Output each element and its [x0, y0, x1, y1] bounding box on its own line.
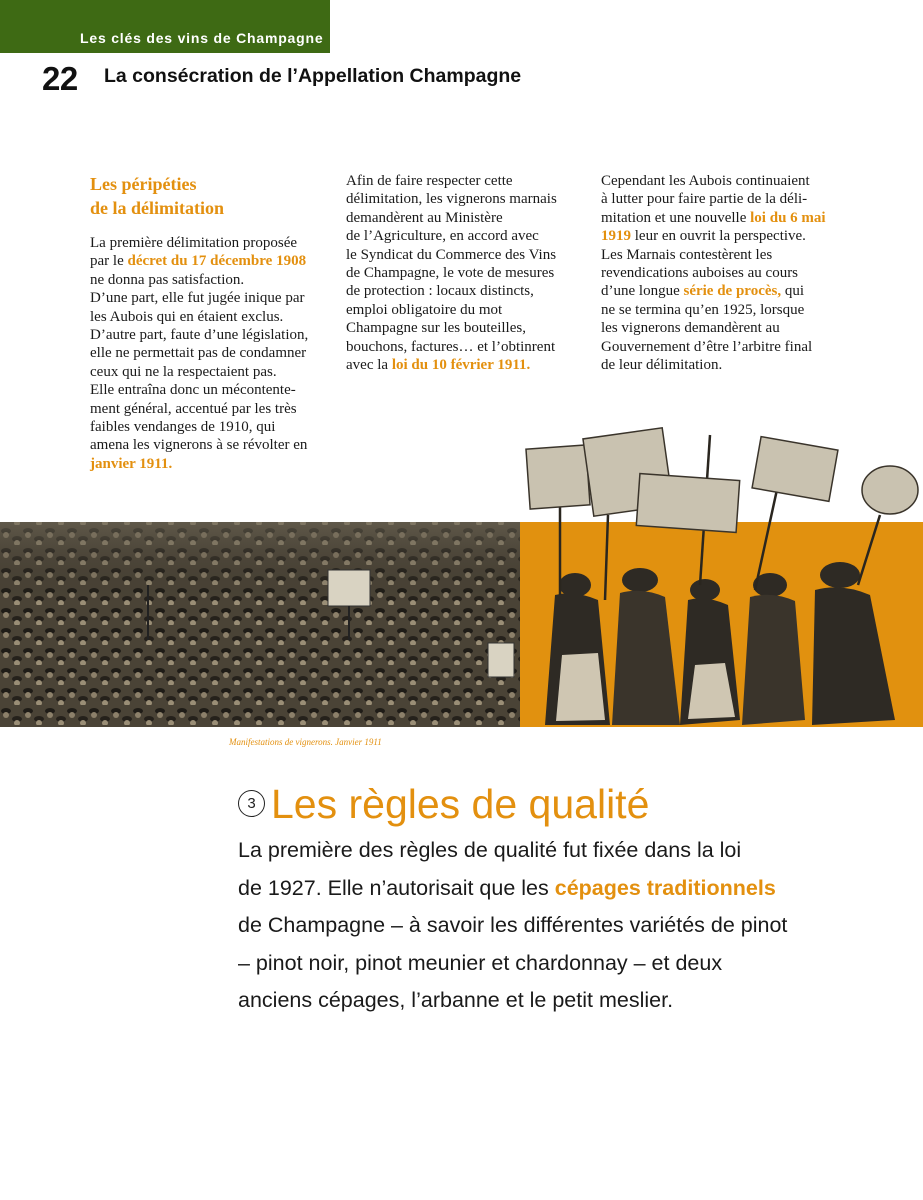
text-line: Afin de faire respecter cette	[346, 173, 513, 189]
sign-board	[752, 437, 838, 502]
text-line: par le	[90, 253, 128, 270]
column-2	[346, 172, 586, 374]
text-line: de Champagne, le vote de mesures	[346, 265, 555, 282]
subhead-line: de la délimitation	[90, 198, 224, 218]
text-line: de Champagne – à savoir les différentes variétés de pinot	[238, 913, 788, 937]
sign-board	[862, 466, 918, 514]
photo-caption: Manifestations de vignerons. Janvier 1911	[229, 737, 382, 747]
page-number: 22	[42, 60, 78, 97]
text-line: ceux qui ne la respectaient pas.	[90, 363, 277, 380]
text-line: de leur délimitation.	[601, 357, 723, 374]
text-line: D’autre part, faute d’une législation,	[90, 327, 309, 344]
highlight-law-1911: loi du 10 février 1911.	[391, 357, 531, 374]
paragraph	[346, 172, 586, 374]
text-line: amena les vignerons à se révolter en	[90, 437, 308, 454]
text-line: les vignerons demandèrent au	[601, 320, 780, 337]
text-line: ne se termina qu’en 1925, lorsque	[601, 301, 805, 318]
text-line: Champagne sur les bouteilles,	[346, 320, 526, 337]
text-line: anciens cépages, l’arbanne et le petit meslier.	[238, 988, 674, 1012]
sign-boards	[526, 428, 918, 533]
text-line: bouchons, factures… et l’obtinrent	[346, 338, 556, 355]
text-line: d’une longue	[601, 283, 684, 300]
text-line: qui	[781, 283, 805, 300]
text-line: leur en ouvrit la perspective.	[631, 228, 806, 245]
text-line: Les Marnais contestèrent les	[601, 246, 773, 263]
text-line: Gouvernement d’être l’arbitre final	[601, 338, 813, 355]
subhead-line: Les péripéties	[90, 174, 197, 194]
subhead	[90, 172, 340, 220]
protest-photo	[0, 425, 923, 727]
highlight-decree: décret du 17 décembre 1908	[127, 253, 307, 270]
highlight-trials: série de procès,	[683, 283, 782, 300]
text-line: D’une part, elle fut jugée inique par	[90, 290, 305, 307]
text-line: ment général, accentué par les très	[90, 400, 297, 417]
text-line: à lutter pour faire partie de la déli-	[601, 191, 808, 208]
text-line: elle ne permettait pas de condamner	[90, 345, 307, 362]
text-line: Cependant les Aubois continuaient	[601, 173, 810, 189]
highlight-grapes: cépages traditionnels	[554, 875, 776, 900]
text-line: de l’Agriculture, en accord avec	[346, 228, 539, 245]
text-line: La première délimitation proposée	[90, 235, 298, 251]
text-line: avec la	[346, 357, 392, 374]
section-heading	[238, 780, 649, 828]
sign-board	[636, 474, 739, 533]
series-title: Les clés des vins de Champagne	[80, 30, 324, 46]
text-line: emploi obligatoire du mot	[346, 301, 503, 318]
text-line: La première des règles de qualité fut fixée dans la loi	[238, 838, 742, 862]
text-line: les Aubois qui en étaient exclus.	[90, 308, 284, 325]
text-line: de protection : locaux distincts,	[346, 283, 534, 300]
sign-board	[526, 445, 590, 509]
highlight-law-1919-year: 1919	[601, 228, 631, 245]
section-body	[238, 832, 878, 1020]
text-line: faibles vendanges de 1910, qui	[90, 419, 276, 436]
text-line: Elle entraîna donc un mécontente-	[90, 382, 296, 399]
text-line: – pinot noir, pinot meunier et chardonnay – et deux	[238, 950, 723, 975]
paragraph	[601, 172, 851, 374]
text-line: le Syndicat du Commerce des Vins	[346, 246, 557, 263]
highlight-date: janvier 1911.	[90, 455, 173, 472]
highlight-law-1919: loi du 6 mai	[750, 209, 826, 226]
placard	[328, 570, 370, 606]
section-title: Les règles de qualité	[271, 781, 650, 827]
header-tab	[0, 0, 330, 53]
text-line: mitation et une nouvelle	[601, 209, 751, 226]
text-line: délimitation, les vignerons marnais	[346, 191, 557, 208]
placard	[488, 643, 514, 677]
text-line: revendications auboises au cours	[601, 265, 799, 282]
column-3	[601, 172, 851, 374]
page-title: La consécration de l’Appellation Champagne	[104, 65, 522, 87]
text-line: demandèrent au Ministère	[346, 209, 503, 226]
section-number-badge: 3	[238, 790, 265, 817]
text-line: de 1927. Elle n’autorisait que les	[238, 875, 555, 900]
text-line: ne donna pas satisfaction.	[90, 271, 245, 288]
